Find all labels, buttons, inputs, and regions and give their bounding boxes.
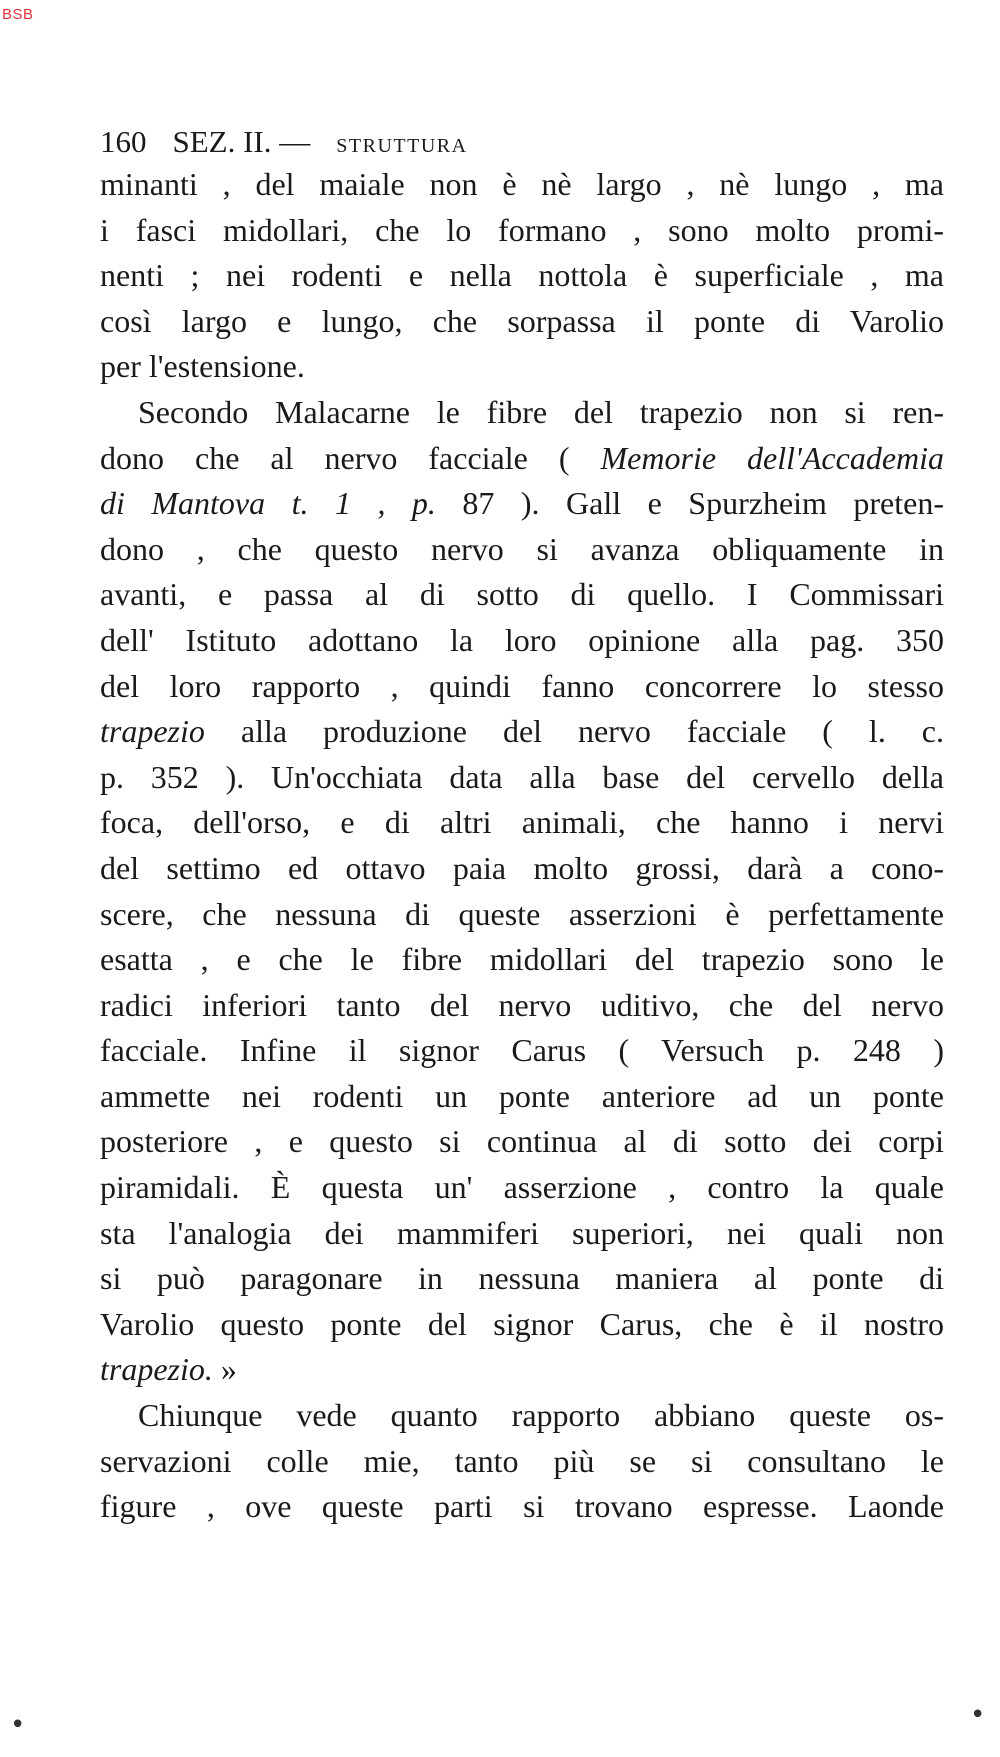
text-line: scere, che nessuna di queste asserzioni è perfettamente bbox=[100, 895, 944, 932]
text-line: posteriore , e questo si continua al di sotto dei corpi bbox=[100, 1123, 944, 1160]
text-line: minanti , del maiale non è nè largo , nè lungo , ma bbox=[100, 166, 944, 202]
library-watermark: BSB bbox=[2, 6, 34, 23]
text-run: dono che al nervo facciale ( bbox=[100, 439, 570, 476]
text-line bbox=[100, 481, 944, 527]
text-line: esatta , e che le fibre midollari del trapezio sono le bbox=[100, 941, 944, 978]
book-page bbox=[100, 124, 944, 1530]
text-line: sta l'analogia dei mammiferi superiori, nei quali non bbox=[100, 1214, 944, 1251]
page-number: 160 bbox=[100, 124, 147, 159]
text-line: avanti, e passa al di sotto di quello. I Commissari bbox=[100, 576, 944, 613]
text-line: per l'estensione. bbox=[100, 348, 305, 385]
text-line: così largo e lungo, che sorpassa il ponte di Varolio bbox=[100, 302, 944, 339]
text-run: 87 ). Gall e Spurzheim preten- bbox=[435, 485, 945, 522]
text-line: servazioni colle mie, tanto più se si consultano le bbox=[100, 1442, 944, 1479]
text-line: Varolio questo ponte del signor Carus, che è il nostro bbox=[100, 1305, 944, 1342]
text-line: Secondo Malacarne le fibre del trapezio non si ren- bbox=[138, 393, 944, 430]
text-line bbox=[100, 1347, 944, 1393]
text-line: del settimo ed ottavo paia molto grossi, darà a cono- bbox=[100, 849, 944, 886]
text-run: alla produzione del nervo facciale ( l. c. bbox=[204, 713, 944, 750]
text-line: Chiunque vede quanto rapporto abbiano queste os- bbox=[138, 1397, 944, 1434]
text-line: figure , ove queste parti si trovano espresse. Laonde bbox=[100, 1488, 944, 1525]
italic-citation: Memorie dell'Accademia bbox=[600, 439, 945, 476]
text-line: del loro rapporto , quindi fanno concorrere lo stesso bbox=[100, 667, 944, 704]
text-line: nenti ; nei rodenti e nella nottola è superficiale , ma bbox=[100, 257, 944, 294]
italic-citation: di Mantova t. 1 , p. bbox=[100, 485, 436, 522]
text-line bbox=[100, 709, 944, 755]
text-line: radici inferiori tanto del nervo uditivo, che del nervo bbox=[100, 986, 944, 1023]
text-line bbox=[100, 436, 944, 482]
page-body bbox=[100, 162, 944, 1530]
italic-term: trapezio bbox=[100, 713, 205, 750]
text-line: p. 352 ). Un'occhiata data alla base del cervello della bbox=[100, 758, 944, 795]
running-header bbox=[100, 124, 944, 162]
italic-term: trapezio. bbox=[100, 1351, 213, 1388]
section-label: SEZ. II. — bbox=[172, 124, 311, 159]
text-line: foca, dell'orso, e di altri animali, che hanno i nervi bbox=[100, 804, 944, 841]
running-title: STRUTTURA bbox=[336, 135, 468, 157]
margin-dot-left: • bbox=[10, 1710, 26, 1740]
margin-dot-right: • bbox=[970, 1700, 986, 1730]
text-line: piramidali. È questa un' asserzione , contro la quale bbox=[100, 1169, 944, 1206]
text-line: i fasci midollari, che lo formano , sono molto promi- bbox=[100, 211, 944, 248]
text-run: » bbox=[212, 1351, 237, 1388]
text-line: dono , che questo nervo si avanza obliquamente in bbox=[100, 530, 944, 567]
text-line: si può paragonare in nessuna maniera al ponte di bbox=[100, 1260, 944, 1297]
text-line: facciale. Infine il signor Carus ( Versuch p. 248 ) bbox=[100, 1032, 944, 1069]
text-line: ammette nei rodenti un ponte anteriore ad un ponte bbox=[100, 1077, 944, 1114]
text-line: dell' Istituto adottano la loro opinione alla pag. 350 bbox=[100, 621, 944, 658]
